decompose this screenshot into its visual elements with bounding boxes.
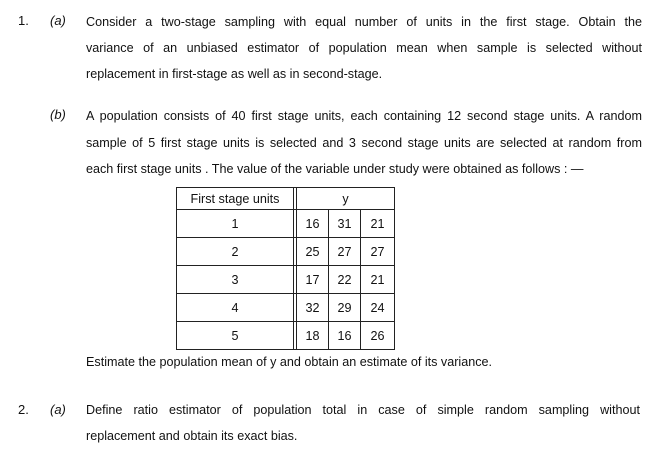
table-row — [177, 266, 395, 294]
question-1a-line-3: replacement in first-stage as well as in second-stage. — [86, 67, 383, 81]
question-1a-line-2: variance of an unbiased estimator of population mean when sample is selected without — [86, 41, 642, 55]
table-row — [177, 294, 395, 322]
question-1b-label: (b) — [50, 107, 66, 122]
question-1a-label: (a) — [50, 13, 66, 28]
y-value-cell: 25 — [297, 238, 329, 266]
table-row — [177, 322, 395, 350]
question-2a-line-1: Define ratio estimator of population total in case of simple random sampling without — [86, 403, 640, 417]
y-value-cell: 26 — [361, 322, 395, 350]
y-value-cell: 22 — [329, 266, 361, 294]
unit-cell: 2 — [177, 238, 294, 266]
unit-cell: 3 — [177, 266, 294, 294]
y-value-cell: 24 — [361, 294, 395, 322]
y-value-cell: 17 — [297, 266, 329, 294]
question-1b-instruction: Estimate the population mean of y and obtain an estimate of its variance. — [86, 355, 493, 369]
table-row — [177, 210, 395, 238]
question-1-number: 1. — [18, 13, 29, 28]
y-value-cell: 29 — [329, 294, 361, 322]
header-y: y — [297, 188, 395, 210]
unit-cell: 1 — [177, 210, 294, 238]
question-1a-line-1: Consider a two-stage sampling with equal number of units in the first stage. Obtain the — [86, 15, 642, 29]
y-value-cell: 21 — [361, 210, 395, 238]
question-2a-line-2: replacement and obtain its exact bias. — [86, 429, 298, 443]
question-1b-line-1: A population consists of 40 first stage units, each containing 12 second stage units. A random — [86, 109, 642, 123]
unit-cell: 4 — [177, 294, 294, 322]
question-1b-line-2: sample of 5 first stage units is selected and 3 second stage units are selected at random from — [86, 136, 642, 150]
question-2a-label: (a) — [50, 402, 66, 417]
y-value-cell: 32 — [297, 294, 329, 322]
table-header-row — [177, 188, 395, 210]
table-row — [177, 238, 395, 266]
header-first-stage-units: First stage units — [177, 188, 294, 210]
y-value-cell: 16 — [329, 322, 361, 350]
y-value-cell: 21 — [361, 266, 395, 294]
y-value-cell: 18 — [297, 322, 329, 350]
unit-cell: 5 — [177, 322, 294, 350]
y-value-cell: 27 — [361, 238, 395, 266]
question-1b-line-3: each first stage units . The value of the variable under study were obtained as follows : — — [86, 162, 584, 176]
question-2-number: 2. — [18, 402, 29, 417]
sample-data-table — [176, 187, 395, 350]
y-value-cell: 16 — [297, 210, 329, 238]
y-value-cell: 27 — [329, 238, 361, 266]
y-value-cell: 31 — [329, 210, 361, 238]
